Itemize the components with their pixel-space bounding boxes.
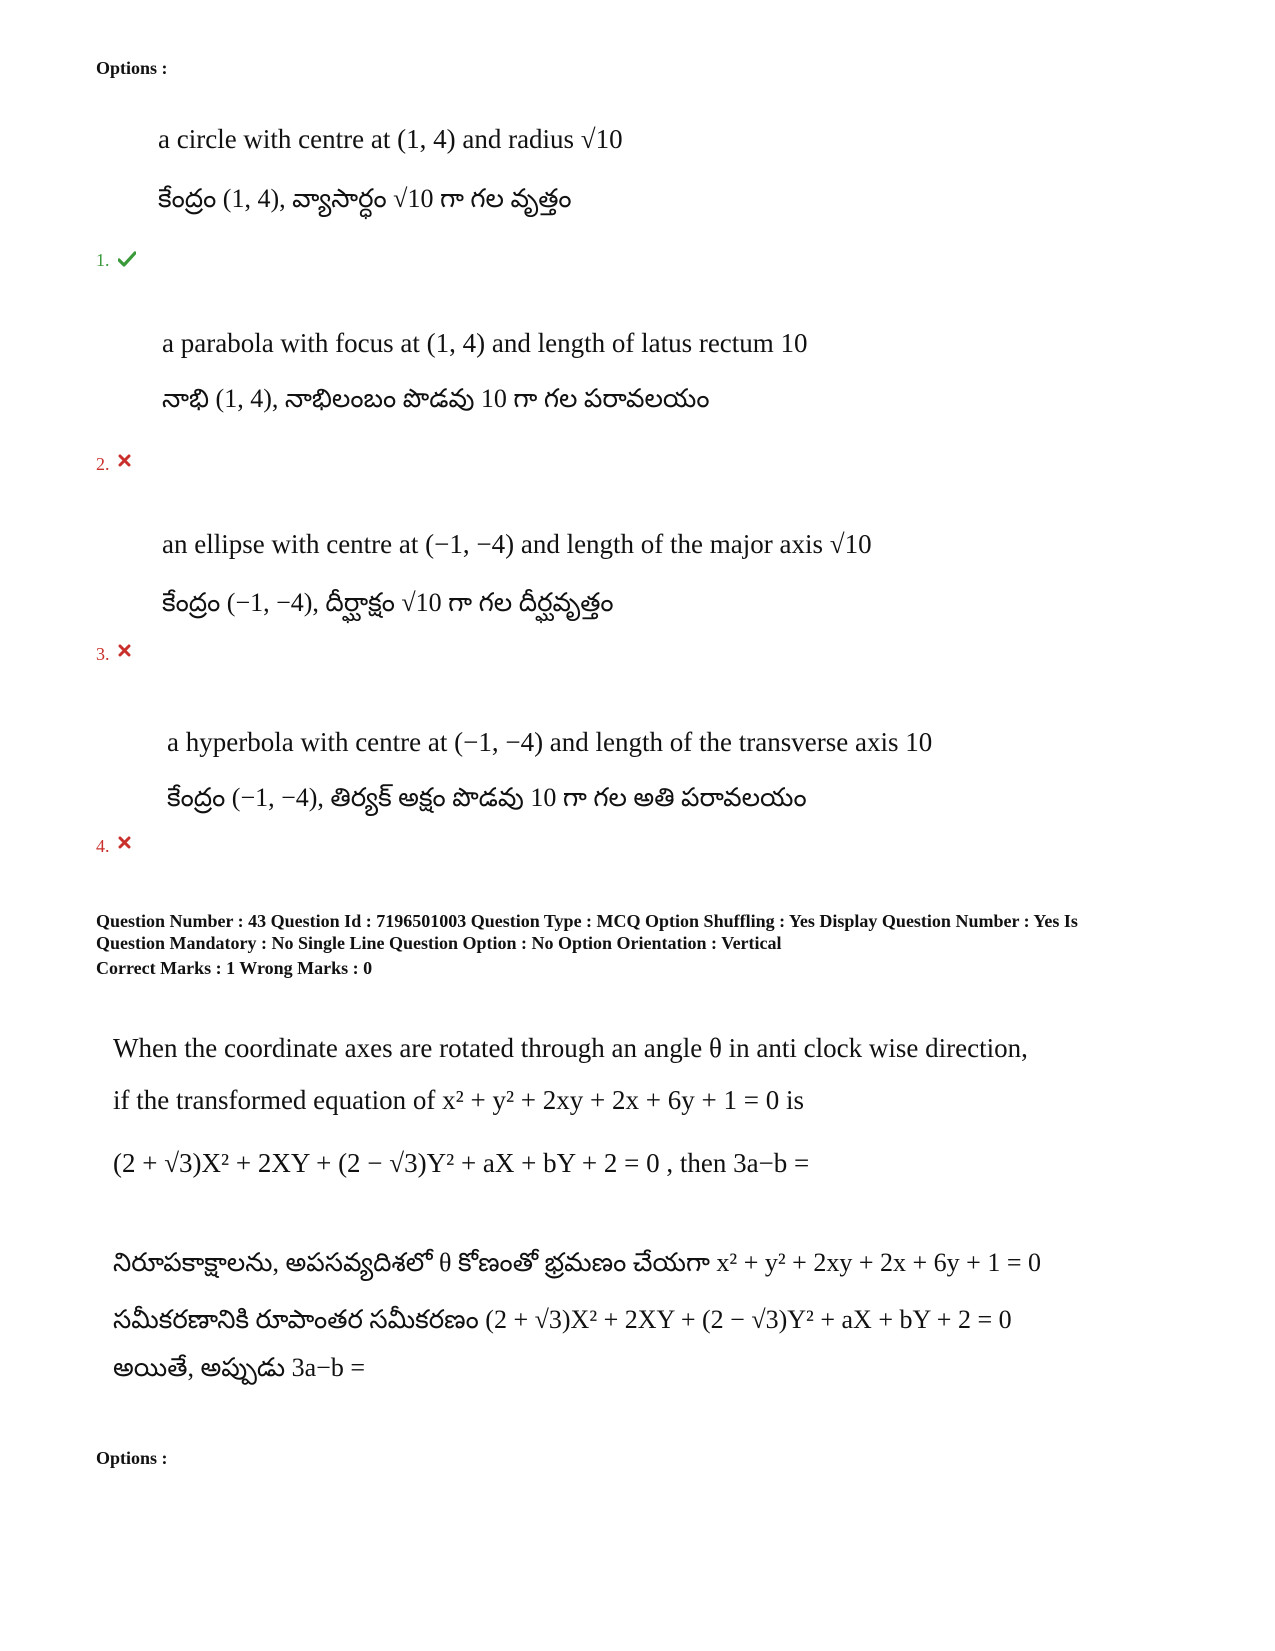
- check-icon: [118, 251, 136, 267]
- option-1-english: a circle with centre at (1, 4) and radius √10: [158, 124, 623, 154]
- option-2-number: 2.: [96, 454, 110, 474]
- question-english-line-1: When the coordinate axes are rotated through an angle θ in anti clock wise direction,: [113, 1033, 1028, 1063]
- option-3-number: 3.: [96, 644, 110, 664]
- option-2-telugu: నాభి (1, 4), నాభిలంబం పొడవు 10 గా గల పరావలయం: [162, 384, 710, 413]
- question-telugu-line-3: అయితే, అప్పుడు 3a−b =: [113, 1353, 365, 1382]
- question-english-line-3: (2 + √3)X² + 2XY + (2 − √3)Y² + aX + bY + 2 = 0 , then 3a−b =: [113, 1148, 810, 1178]
- option-4-marker[interactable]: [96, 836, 131, 857]
- option-4-english: a hyperbola with centre at (−1, −4) and length of the transverse axis 10: [167, 727, 933, 757]
- option-4-number: 4.: [96, 836, 110, 856]
- question-telugu-line-2: సమీకరణానికి రూపాంతర సమీకరణం (2 + √3)X² + 2XY + (2 − √3)Y² + aX + bY + 2 = 0: [113, 1305, 1012, 1334]
- options-label-bottom: Options :: [96, 1448, 168, 1468]
- cross-icon: [118, 644, 131, 657]
- option-4-telugu: కేంద్రం (−1, −4), తిర్యక్ అక్షం పొడవు 10 గా గల అతి పరావలయం: [167, 783, 807, 812]
- option-1-number: 1.: [96, 250, 110, 270]
- option-3-marker[interactable]: [96, 644, 131, 665]
- question-meta-line-2: Question Mandatory : No Single Line Question Option : No Option Orientation : Vertical: [96, 933, 782, 953]
- cross-icon: [118, 836, 131, 849]
- option-3-english: an ellipse with centre at (−1, −4) and length of the major axis √10: [162, 529, 872, 559]
- option-2-english: a parabola with focus at (1, 4) and length of latus rectum 10: [162, 328, 808, 358]
- option-1-marker[interactable]: [96, 250, 136, 271]
- option-3-telugu: కేంద్రం (−1, −4), దీర్ఘాక్షం √10 గా గల దీర్ఘవృత్తం: [162, 588, 614, 617]
- option-1-telugu: కేంద్రం (1, 4), వ్యాసార్ధం √10 గా గల వృత్తం: [158, 184, 572, 213]
- options-label: Options :: [96, 58, 168, 78]
- question-telugu-line-1: నిరూపకాక్షాలను, అపసవ్యదిశలో θ కోణంతో భ్రమణం చేయగా x² + y² + 2xy + 2x + 6y + 1 = 0: [113, 1248, 1041, 1277]
- question-english-line-2: if the transformed equation of x² + y² + 2xy + 2x + 6y + 1 = 0 is: [113, 1085, 804, 1115]
- question-meta-line-1: Question Number : 43 Question Id : 7196501003 Question Type : MCQ Option Shuffling : Yes Display Question Number : Yes Is: [96, 911, 1078, 931]
- question-marks: Correct Marks : 1 Wrong Marks : 0: [96, 958, 373, 978]
- cross-icon: [118, 454, 131, 467]
- option-2-marker[interactable]: [96, 454, 131, 475]
